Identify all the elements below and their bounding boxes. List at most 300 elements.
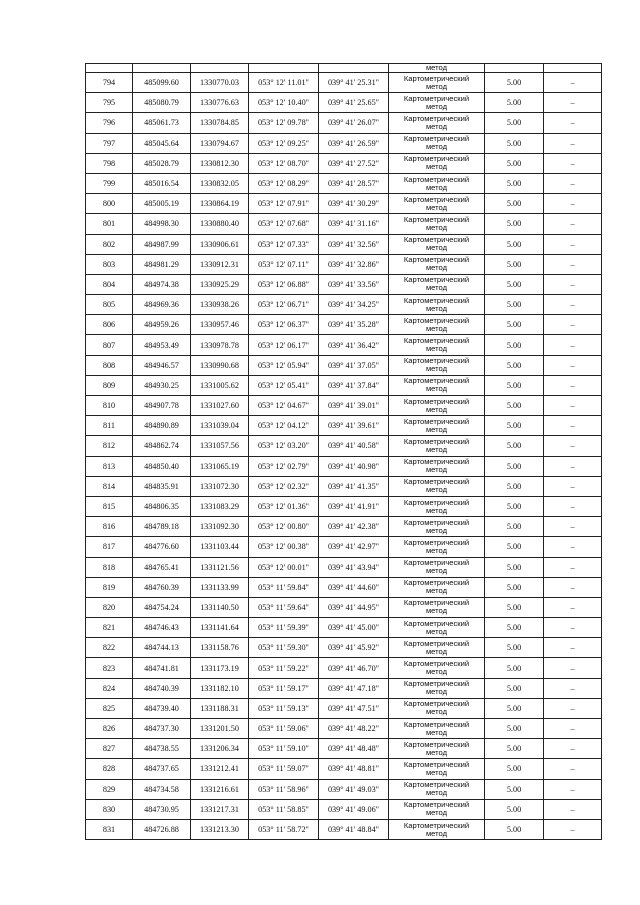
cell-note: – bbox=[544, 234, 602, 254]
cell-y: 1331217.31 bbox=[191, 799, 249, 819]
table-row bbox=[86, 416, 602, 436]
table-row bbox=[86, 133, 602, 153]
table-row bbox=[86, 73, 602, 93]
cell-x: 485028.79 bbox=[133, 153, 191, 173]
cell-longitude: 039° 41' 42.97" bbox=[319, 537, 389, 557]
cell-y: 1331213.30 bbox=[191, 819, 249, 839]
method-line-1: Картометрический bbox=[403, 214, 470, 224]
cell-note: – bbox=[544, 577, 602, 597]
method-line-1: Картометрический bbox=[403, 497, 470, 507]
cell-x: 484806.35 bbox=[133, 496, 191, 516]
method-line-2: метод bbox=[425, 384, 448, 394]
cell-longitude: 039° 41' 40.98" bbox=[319, 456, 389, 476]
method-line-2: метод bbox=[425, 586, 448, 596]
method-line-2: метод bbox=[425, 404, 448, 414]
method-line-1: Картометрический bbox=[403, 93, 470, 103]
cell-method bbox=[389, 396, 485, 416]
cell-latitude: 053° 12' 09.25" bbox=[249, 133, 319, 153]
cell-longitude: 039° 41' 43.94" bbox=[319, 557, 389, 577]
cell-method bbox=[389, 819, 485, 839]
cell-longitude: 039° 41' 26.59" bbox=[319, 133, 389, 153]
cell-point-number: 817 bbox=[86, 537, 133, 557]
cell-x: 484969.36 bbox=[133, 295, 191, 315]
cell-y: 1330880.40 bbox=[191, 214, 249, 234]
cell-y: 1330906.61 bbox=[191, 234, 249, 254]
cell-longitude: 039° 41' 32.86" bbox=[319, 254, 389, 274]
cell-longitude: 039° 41' 40.58" bbox=[319, 436, 389, 456]
cell-point-number: 799 bbox=[86, 173, 133, 193]
cell-point-number: 820 bbox=[86, 597, 133, 617]
cell-method bbox=[389, 254, 485, 274]
method-line-2: метод bbox=[425, 162, 448, 172]
cell-x: 484746.43 bbox=[133, 618, 191, 638]
method-tail: метод bbox=[425, 63, 448, 72]
cell-note: – bbox=[544, 557, 602, 577]
cell-longitude: 039° 41' 36.42" bbox=[319, 335, 389, 355]
table-row bbox=[86, 719, 602, 739]
method-line-1: Картометрический bbox=[403, 376, 470, 386]
cell-latitude: 053° 12' 10.40" bbox=[249, 93, 319, 113]
cell-point-number: 821 bbox=[86, 618, 133, 638]
cell-x: 484946.57 bbox=[133, 355, 191, 375]
method-line-1: Картометрический bbox=[403, 558, 470, 568]
cell-point-number: 828 bbox=[86, 759, 133, 779]
cell-accuracy: 5.00 bbox=[485, 577, 544, 597]
cell-x: 484974.38 bbox=[133, 274, 191, 294]
cell-point-number: 812 bbox=[86, 436, 133, 456]
cell-latitude: 053° 12' 09.78" bbox=[249, 113, 319, 133]
method-line-2: метод bbox=[425, 222, 448, 232]
table-row bbox=[86, 779, 602, 799]
cell-accuracy: 5.00 bbox=[485, 739, 544, 759]
cell-accuracy: 5.00 bbox=[485, 274, 544, 294]
cell-note: – bbox=[544, 274, 602, 294]
cell-latitude: 053° 12' 08.70" bbox=[249, 153, 319, 173]
method-line-1: Картометрический bbox=[403, 679, 470, 689]
method-line-2: метод bbox=[425, 566, 448, 576]
cell-method bbox=[389, 618, 485, 638]
cell-point-number: 806 bbox=[86, 315, 133, 335]
cell-latitude: 053° 11' 59.64" bbox=[249, 597, 319, 617]
cell-x: 484734.58 bbox=[133, 779, 191, 799]
method-line-1: Картометрический bbox=[403, 255, 470, 265]
cell-accuracy: 5.00 bbox=[485, 113, 544, 133]
method-line-2: метод bbox=[425, 202, 448, 212]
cell-accuracy: 5.00 bbox=[485, 597, 544, 617]
cell-longitude: 039° 41' 33.56" bbox=[319, 274, 389, 294]
table-row bbox=[86, 476, 602, 496]
cell-method bbox=[389, 799, 485, 819]
table-row bbox=[86, 618, 602, 638]
method-line-2: метод bbox=[425, 667, 448, 677]
cell-point-number: 827 bbox=[86, 739, 133, 759]
cell-method bbox=[389, 113, 485, 133]
cell-y: 1331083.29 bbox=[191, 496, 249, 516]
cell-y: 1331072.30 bbox=[191, 476, 249, 496]
cell-longitude: 039° 41' 39.61" bbox=[319, 416, 389, 436]
cell-x: 485061.73 bbox=[133, 113, 191, 133]
method-line-2: метод bbox=[425, 121, 448, 131]
table-row bbox=[86, 759, 602, 779]
cell-point-number: 807 bbox=[86, 335, 133, 355]
cell-note: – bbox=[544, 759, 602, 779]
cell-longitude: 039° 41' 41.91" bbox=[319, 496, 389, 516]
method-line-1: Картометрический bbox=[403, 800, 470, 810]
cell-latitude: 053° 12' 02.79" bbox=[249, 456, 319, 476]
table-row bbox=[86, 214, 602, 234]
cell-method bbox=[389, 597, 485, 617]
cell-y: 1331216.61 bbox=[191, 779, 249, 799]
table-row bbox=[86, 456, 602, 476]
cell-accuracy: 5.00 bbox=[485, 355, 544, 375]
cell-longitude: 039° 41' 28.57" bbox=[319, 173, 389, 193]
cell-y: 1331182.10 bbox=[191, 678, 249, 698]
method-line-1: Картометрический bbox=[403, 73, 470, 83]
cell-latitude: 053° 12' 00.38" bbox=[249, 537, 319, 557]
method-line-2: метод bbox=[425, 283, 448, 293]
cell-method bbox=[389, 537, 485, 557]
cell-accuracy: 5.00 bbox=[485, 315, 544, 335]
cell-accuracy: 5.00 bbox=[485, 759, 544, 779]
cell-latitude: 053° 11' 59.39" bbox=[249, 618, 319, 638]
cell-latitude: 053° 12' 07.11" bbox=[249, 254, 319, 274]
cell-y: 1330812.30 bbox=[191, 153, 249, 173]
method-line-1: Картометрический bbox=[403, 416, 470, 426]
cell-accuracy: 5.00 bbox=[485, 194, 544, 214]
cell-note: – bbox=[544, 496, 602, 516]
cell-longitude: 039° 41' 44.95" bbox=[319, 597, 389, 617]
cell-accuracy: 5.00 bbox=[485, 234, 544, 254]
table-row bbox=[86, 234, 602, 254]
cell-latitude: 053° 11' 58.96" bbox=[249, 779, 319, 799]
method-line-2: метод bbox=[425, 303, 448, 313]
method-line-2: метод bbox=[425, 525, 448, 535]
cell-accuracy: 5.00 bbox=[485, 618, 544, 638]
cell-method bbox=[389, 436, 485, 456]
method-line-1: Картометрический bbox=[403, 336, 470, 346]
cell-point-number: 798 bbox=[86, 153, 133, 173]
method-line-1: Картометрический bbox=[403, 134, 470, 144]
cell-accuracy: 5.00 bbox=[485, 153, 544, 173]
cell-y: 1331057.56 bbox=[191, 436, 249, 456]
cell-method bbox=[389, 577, 485, 597]
table-row bbox=[86, 396, 602, 416]
cell-latitude bbox=[249, 64, 319, 73]
cell-note: – bbox=[544, 153, 602, 173]
cell-y: 1331103.44 bbox=[191, 537, 249, 557]
cell-point-number: 823 bbox=[86, 658, 133, 678]
cell-note: – bbox=[544, 678, 602, 698]
cell-note: – bbox=[544, 214, 602, 234]
cell-longitude: 039° 41' 44.60" bbox=[319, 577, 389, 597]
cell-point-number: 795 bbox=[86, 93, 133, 113]
method-line-2: метод bbox=[425, 323, 448, 333]
cell-point-number: 819 bbox=[86, 577, 133, 597]
cell-x bbox=[133, 64, 191, 73]
method-line-2: метод bbox=[425, 788, 448, 798]
method-line-2: метод bbox=[425, 505, 448, 515]
cell-y: 1330978.78 bbox=[191, 335, 249, 355]
method-line-1: Картометрический bbox=[403, 315, 470, 325]
cell-x: 484959.26 bbox=[133, 315, 191, 335]
method-line-1: Картометрический bbox=[403, 154, 470, 164]
cell-x: 484740.39 bbox=[133, 678, 191, 698]
cell-y: 1330912.31 bbox=[191, 254, 249, 274]
cell-point-number: 829 bbox=[86, 779, 133, 799]
cell-accuracy: 5.00 bbox=[485, 73, 544, 93]
cell-longitude: 039° 41' 26.07" bbox=[319, 113, 389, 133]
table-row bbox=[86, 295, 602, 315]
cell-y: 1331065.19 bbox=[191, 456, 249, 476]
method-line-1: Картометрический bbox=[403, 113, 470, 123]
cell-note: – bbox=[544, 194, 602, 214]
table-row bbox=[86, 436, 602, 456]
cell-point-number: 825 bbox=[86, 698, 133, 718]
cell-x: 484907.78 bbox=[133, 396, 191, 416]
cell-note: – bbox=[544, 93, 602, 113]
cell-x: 485016.54 bbox=[133, 173, 191, 193]
cell-method bbox=[389, 295, 485, 315]
table-row bbox=[86, 638, 602, 658]
method-line-2: метод bbox=[425, 444, 448, 454]
cell-note: – bbox=[544, 315, 602, 335]
cell-y: 1331206.34 bbox=[191, 739, 249, 759]
cell-longitude: 039° 41' 31.16" bbox=[319, 214, 389, 234]
cell-y: 1330770.03 bbox=[191, 73, 249, 93]
cell-latitude: 053° 12' 11.01" bbox=[249, 73, 319, 93]
cell-point-number: 808 bbox=[86, 355, 133, 375]
cell-method bbox=[389, 133, 485, 153]
cell-latitude: 053° 12' 06.17" bbox=[249, 335, 319, 355]
method-line-1: Картометрический bbox=[403, 174, 470, 184]
table-row bbox=[86, 335, 602, 355]
method-line-2: метод bbox=[425, 182, 448, 192]
cell-x: 484835.91 bbox=[133, 476, 191, 496]
cell-longitude: 039° 41' 25.31" bbox=[319, 73, 389, 93]
cell-y: 1330776.63 bbox=[191, 93, 249, 113]
cell-x: 484730.95 bbox=[133, 799, 191, 819]
method-line-1: Картометрический bbox=[403, 780, 470, 790]
cell-note: – bbox=[544, 779, 602, 799]
cell-note bbox=[544, 64, 602, 73]
cell-latitude: 053° 12' 00.01" bbox=[249, 557, 319, 577]
cell-point-number bbox=[86, 64, 133, 73]
cell-longitude: 039° 41' 49.06" bbox=[319, 799, 389, 819]
method-line-1: Картометрический bbox=[403, 356, 470, 366]
cell-note: – bbox=[544, 355, 602, 375]
method-line-1: Картометрический bbox=[403, 517, 470, 527]
cell-y: 1331212.41 bbox=[191, 759, 249, 779]
cell-note: – bbox=[544, 698, 602, 718]
cell-point-number: 794 bbox=[86, 73, 133, 93]
cell-method bbox=[389, 214, 485, 234]
cell-y: 1331173.19 bbox=[191, 658, 249, 678]
cell-accuracy: 5.00 bbox=[485, 719, 544, 739]
cell-point-number: 824 bbox=[86, 678, 133, 698]
cell-latitude: 053° 12' 00.80" bbox=[249, 517, 319, 537]
cell-accuracy: 5.00 bbox=[485, 173, 544, 193]
cell-x: 484744.13 bbox=[133, 638, 191, 658]
method-line-2: метод bbox=[425, 626, 448, 636]
table-row bbox=[86, 496, 602, 516]
cell-note: – bbox=[544, 173, 602, 193]
method-line-1: Картометрический bbox=[403, 759, 470, 769]
cell-note: – bbox=[544, 113, 602, 133]
method-line-2: метод bbox=[425, 465, 448, 475]
cell-latitude: 053° 11' 59.30" bbox=[249, 638, 319, 658]
cell-longitude: 039° 41' 34.25" bbox=[319, 295, 389, 315]
cell-accuracy: 5.00 bbox=[485, 295, 544, 315]
table-row bbox=[86, 819, 602, 839]
cell-method bbox=[389, 274, 485, 294]
cell-y: 1331005.62 bbox=[191, 375, 249, 395]
cell-longitude: 039° 41' 35.28" bbox=[319, 315, 389, 335]
cell-accuracy bbox=[485, 64, 544, 73]
cell-point-number: 831 bbox=[86, 819, 133, 839]
method-line-2: метод bbox=[425, 707, 448, 717]
cell-y: 1331027.60 bbox=[191, 396, 249, 416]
cell-y: 1331188.31 bbox=[191, 698, 249, 718]
cell-method bbox=[389, 456, 485, 476]
cell-note: – bbox=[544, 719, 602, 739]
cell-x: 484862.74 bbox=[133, 436, 191, 456]
method-line-2: метод bbox=[425, 747, 448, 757]
cell-note: – bbox=[544, 618, 602, 638]
method-line-1: Картометрический bbox=[403, 739, 470, 749]
method-line-1: Картометрический bbox=[403, 457, 470, 467]
cell-accuracy: 5.00 bbox=[485, 476, 544, 496]
cell-accuracy: 5.00 bbox=[485, 436, 544, 456]
cell-x: 485045.64 bbox=[133, 133, 191, 153]
cell-method bbox=[389, 517, 485, 537]
table-row bbox=[86, 315, 602, 335]
cell-point-number: 804 bbox=[86, 274, 133, 294]
method-line-2: метод bbox=[425, 81, 448, 91]
cell-accuracy: 5.00 bbox=[485, 557, 544, 577]
method-line-1: Картометрический bbox=[403, 477, 470, 487]
method-line-2: метод bbox=[425, 243, 448, 253]
cell-x: 484850.40 bbox=[133, 456, 191, 476]
cell-method bbox=[389, 93, 485, 113]
cell-note: – bbox=[544, 537, 602, 557]
cell-accuracy: 5.00 bbox=[485, 638, 544, 658]
cell-note: – bbox=[544, 456, 602, 476]
cell-latitude: 053° 11' 59.22" bbox=[249, 658, 319, 678]
cell-point-number: 796 bbox=[86, 113, 133, 133]
table-row bbox=[86, 355, 602, 375]
cell-x: 484765.41 bbox=[133, 557, 191, 577]
cell-note: – bbox=[544, 396, 602, 416]
cell-longitude: 039° 41' 47.51" bbox=[319, 698, 389, 718]
cell-accuracy: 5.00 bbox=[485, 517, 544, 537]
cell-method bbox=[389, 739, 485, 759]
cell-longitude: 039° 41' 45.92" bbox=[319, 638, 389, 658]
cell-longitude: 039° 41' 48.84" bbox=[319, 819, 389, 839]
cell-accuracy: 5.00 bbox=[485, 375, 544, 395]
cell-accuracy: 5.00 bbox=[485, 779, 544, 799]
cell-x: 484789.18 bbox=[133, 517, 191, 537]
cell-method bbox=[389, 779, 485, 799]
cell-accuracy: 5.00 bbox=[485, 335, 544, 355]
method-line-2: метод bbox=[425, 344, 448, 354]
cell-x: 484738.55 bbox=[133, 739, 191, 759]
cell-method bbox=[389, 173, 485, 193]
cell-point-number: 815 bbox=[86, 496, 133, 516]
cell-point-number: 814 bbox=[86, 476, 133, 496]
cell-method bbox=[389, 476, 485, 496]
cell-longitude: 039° 41' 47.18" bbox=[319, 678, 389, 698]
cell-accuracy: 5.00 bbox=[485, 658, 544, 678]
cell-point-number: 805 bbox=[86, 295, 133, 315]
table-row bbox=[86, 194, 602, 214]
cell-method bbox=[389, 759, 485, 779]
table-row bbox=[86, 799, 602, 819]
cell-accuracy: 5.00 bbox=[485, 416, 544, 436]
cell-longitude: 039° 41' 30.29" bbox=[319, 194, 389, 214]
cell-note: – bbox=[544, 517, 602, 537]
table-row bbox=[86, 375, 602, 395]
table-row bbox=[86, 739, 602, 759]
cell-method bbox=[389, 416, 485, 436]
cell-x: 484998.30 bbox=[133, 214, 191, 234]
cell-note: – bbox=[544, 597, 602, 617]
cell-y: 1330794.67 bbox=[191, 133, 249, 153]
cell-x: 484981.29 bbox=[133, 254, 191, 274]
cell-latitude: 053° 11' 58.72" bbox=[249, 819, 319, 839]
cell-x: 484754.24 bbox=[133, 597, 191, 617]
cell-longitude: 039° 41' 37.05" bbox=[319, 355, 389, 375]
cell-x: 484953.49 bbox=[133, 335, 191, 355]
method-line-1: Картометрический bbox=[403, 598, 470, 608]
method-line-2: метод bbox=[425, 545, 448, 555]
cell-x: 485080.79 bbox=[133, 93, 191, 113]
cell-latitude: 053° 12' 01.36" bbox=[249, 496, 319, 516]
method-line-1: Картометрический bbox=[403, 699, 470, 709]
cell-latitude: 053° 12' 07.68" bbox=[249, 214, 319, 234]
method-line-1: Картометрический bbox=[403, 578, 470, 588]
method-line-1: Картометрический bbox=[403, 235, 470, 245]
cell-y bbox=[191, 64, 249, 73]
table-row bbox=[86, 113, 602, 133]
table-row bbox=[86, 274, 602, 294]
cell-longitude: 039° 41' 48.81" bbox=[319, 759, 389, 779]
cell-x: 484741.81 bbox=[133, 658, 191, 678]
cell-point-number: 797 bbox=[86, 133, 133, 153]
cell-y: 1330864.19 bbox=[191, 194, 249, 214]
method-line-2: метод bbox=[425, 727, 448, 737]
table-row bbox=[86, 698, 602, 718]
table-row bbox=[86, 517, 602, 537]
cell-longitude bbox=[319, 64, 389, 73]
cell-longitude: 039° 41' 42.38" bbox=[319, 517, 389, 537]
method-line-1: Картометрический bbox=[403, 638, 470, 648]
cell-x: 484737.30 bbox=[133, 719, 191, 739]
cell-note: – bbox=[544, 638, 602, 658]
table-row bbox=[86, 597, 602, 617]
table-row bbox=[86, 173, 602, 193]
cell-method bbox=[389, 335, 485, 355]
cell-point-number: 818 bbox=[86, 557, 133, 577]
cell-y: 1331133.99 bbox=[191, 577, 249, 597]
method-line-2: метод bbox=[425, 687, 448, 697]
cell-y: 1330784.85 bbox=[191, 113, 249, 133]
method-line-2: метод bbox=[425, 263, 448, 273]
cell-latitude: 053° 12' 07.33" bbox=[249, 234, 319, 254]
method-line-1: Картометрический bbox=[403, 295, 470, 305]
cell-method bbox=[389, 496, 485, 516]
cell-method bbox=[389, 315, 485, 335]
method-line-2: метод bbox=[425, 485, 448, 495]
